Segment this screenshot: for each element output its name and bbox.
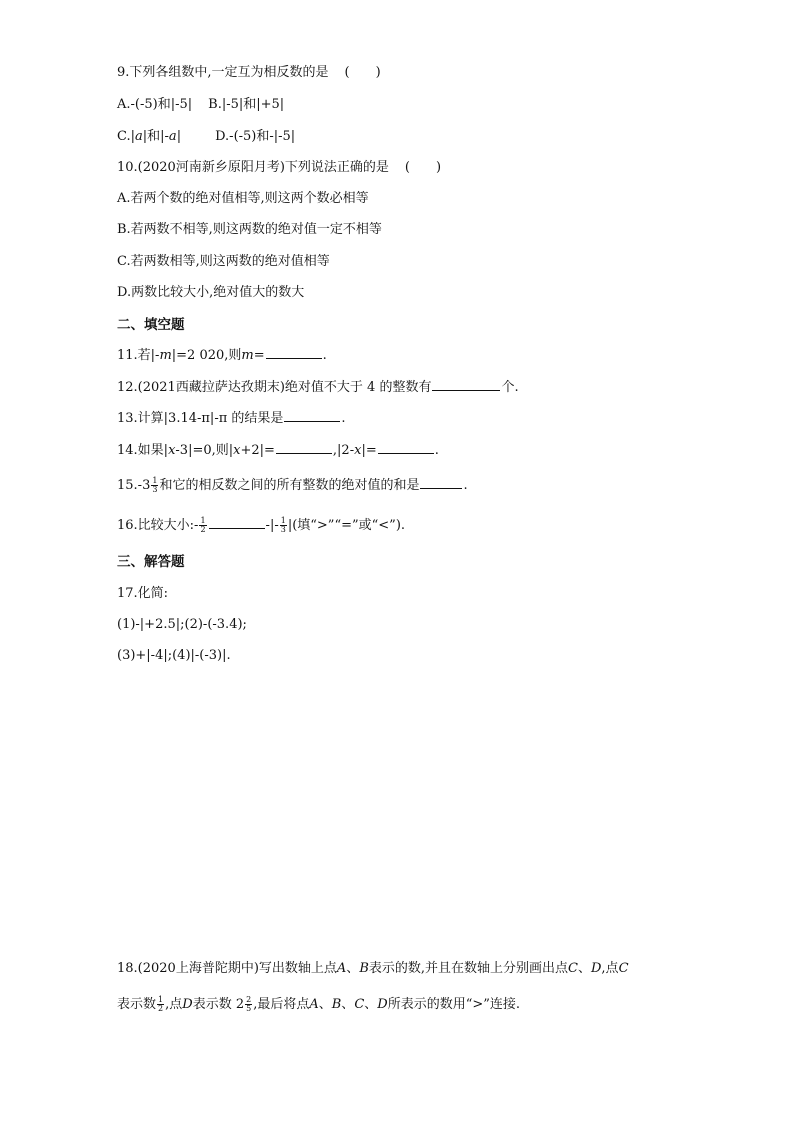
question-15: 15.-3 $\frac{1}{3}$ 和它的相反数之间的所有整数的绝对值的和是 . bbox=[117, 476, 468, 494]
question-14: 14.如果|x-3|=0,则|x+2|= ,|2-x|= . bbox=[117, 443, 439, 458]
q9-answer-paren: ( ) bbox=[344, 65, 381, 80]
q15-answer-blank[interactable] bbox=[420, 476, 462, 489]
q9-option-b: B.|-5|和|+5| bbox=[208, 97, 285, 112]
q16-fraction-1: $\frac{1}{2}$ bbox=[200, 516, 206, 534]
question-9-options-ab bbox=[117, 96, 284, 114]
question-9-options-cd bbox=[117, 128, 295, 146]
question-18-line-1: 18.(2020上海普陀期中)写出数轴上点A、B表示的数,并且在数轴上分别画出点C、D,点C bbox=[117, 961, 629, 976]
q12-answer-blank[interactable] bbox=[432, 378, 500, 391]
question-16: 16.比较大小:- $\frac{1}{2}$ -|- $\frac{1}{3}$ |(填“>”“=”或“<”). bbox=[117, 516, 406, 534]
q9-option-c: C.|a|和|-a| bbox=[117, 129, 182, 144]
q10-answer-paren: ( ) bbox=[404, 160, 442, 175]
q15-fraction: $\frac{1}{3}$ bbox=[152, 476, 158, 494]
q9-option-d: D.-(-5)和-|-5| bbox=[215, 129, 296, 144]
q10-option-a: A.若两个数的绝对值相等,则这两个数必相等 bbox=[117, 191, 369, 206]
question-17-stem: 17.化简: bbox=[117, 586, 169, 601]
q18-fraction-2: $\frac{2}{5}$ bbox=[246, 995, 252, 1013]
q9-stem-text: 9.下列各组数中,一定互为相反数的是 bbox=[117, 65, 329, 80]
q10-option-b: B.若两数不相等,则这两数的绝对值一定不相等 bbox=[117, 222, 382, 237]
question-17-line-1: (1)-|+2.5|;(2)-(-3.4); bbox=[117, 617, 247, 632]
question-11: 11.若|-m|=2 020,则m= . bbox=[117, 348, 327, 363]
question-12: 12.(2021西藏拉萨达孜期末)绝对值不大于 4 的整数有 个. bbox=[117, 380, 519, 395]
q11-answer-blank[interactable] bbox=[266, 346, 322, 359]
q10-option-c: C.若两数相等,则这两数的绝对值相等 bbox=[117, 254, 330, 269]
q10-option-d: D.两数比较大小,绝对值大的数大 bbox=[117, 285, 305, 300]
question-13: 13.计算|3.14-π|-π 的结果是 . bbox=[117, 411, 346, 426]
question-9-stem bbox=[117, 64, 381, 82]
section-answer-title: 三、解答题 bbox=[117, 554, 185, 570]
q9-option-a: A.-(-5)和|-5| bbox=[117, 97, 193, 112]
q18-fraction-1: $\frac{1}{2}$ bbox=[158, 995, 164, 1013]
question-10-stem bbox=[117, 159, 441, 177]
q14-answer-blank-2[interactable] bbox=[378, 441, 434, 454]
q16-fraction-2: $\frac{1}{3}$ bbox=[280, 516, 286, 534]
q10-stem-text: 10.(2020河南新乡原阳月考)下列说法正确的是 bbox=[117, 160, 389, 175]
question-17-line-2: (3)+|-4|;(4)|-(-3)|. bbox=[117, 648, 231, 663]
q13-answer-blank[interactable] bbox=[284, 409, 340, 422]
q16-answer-blank[interactable] bbox=[209, 516, 265, 529]
section-fill-in-title: 二、填空题 bbox=[117, 317, 185, 333]
q14-answer-blank-1[interactable] bbox=[276, 441, 332, 454]
question-18-line-2: 表示数 $\frac{1}{2}$ ,点D表示数 2 $\frac{2}{5}$ ,最后将点A、B、C、D所表示的数用“>”连接. bbox=[117, 995, 521, 1013]
